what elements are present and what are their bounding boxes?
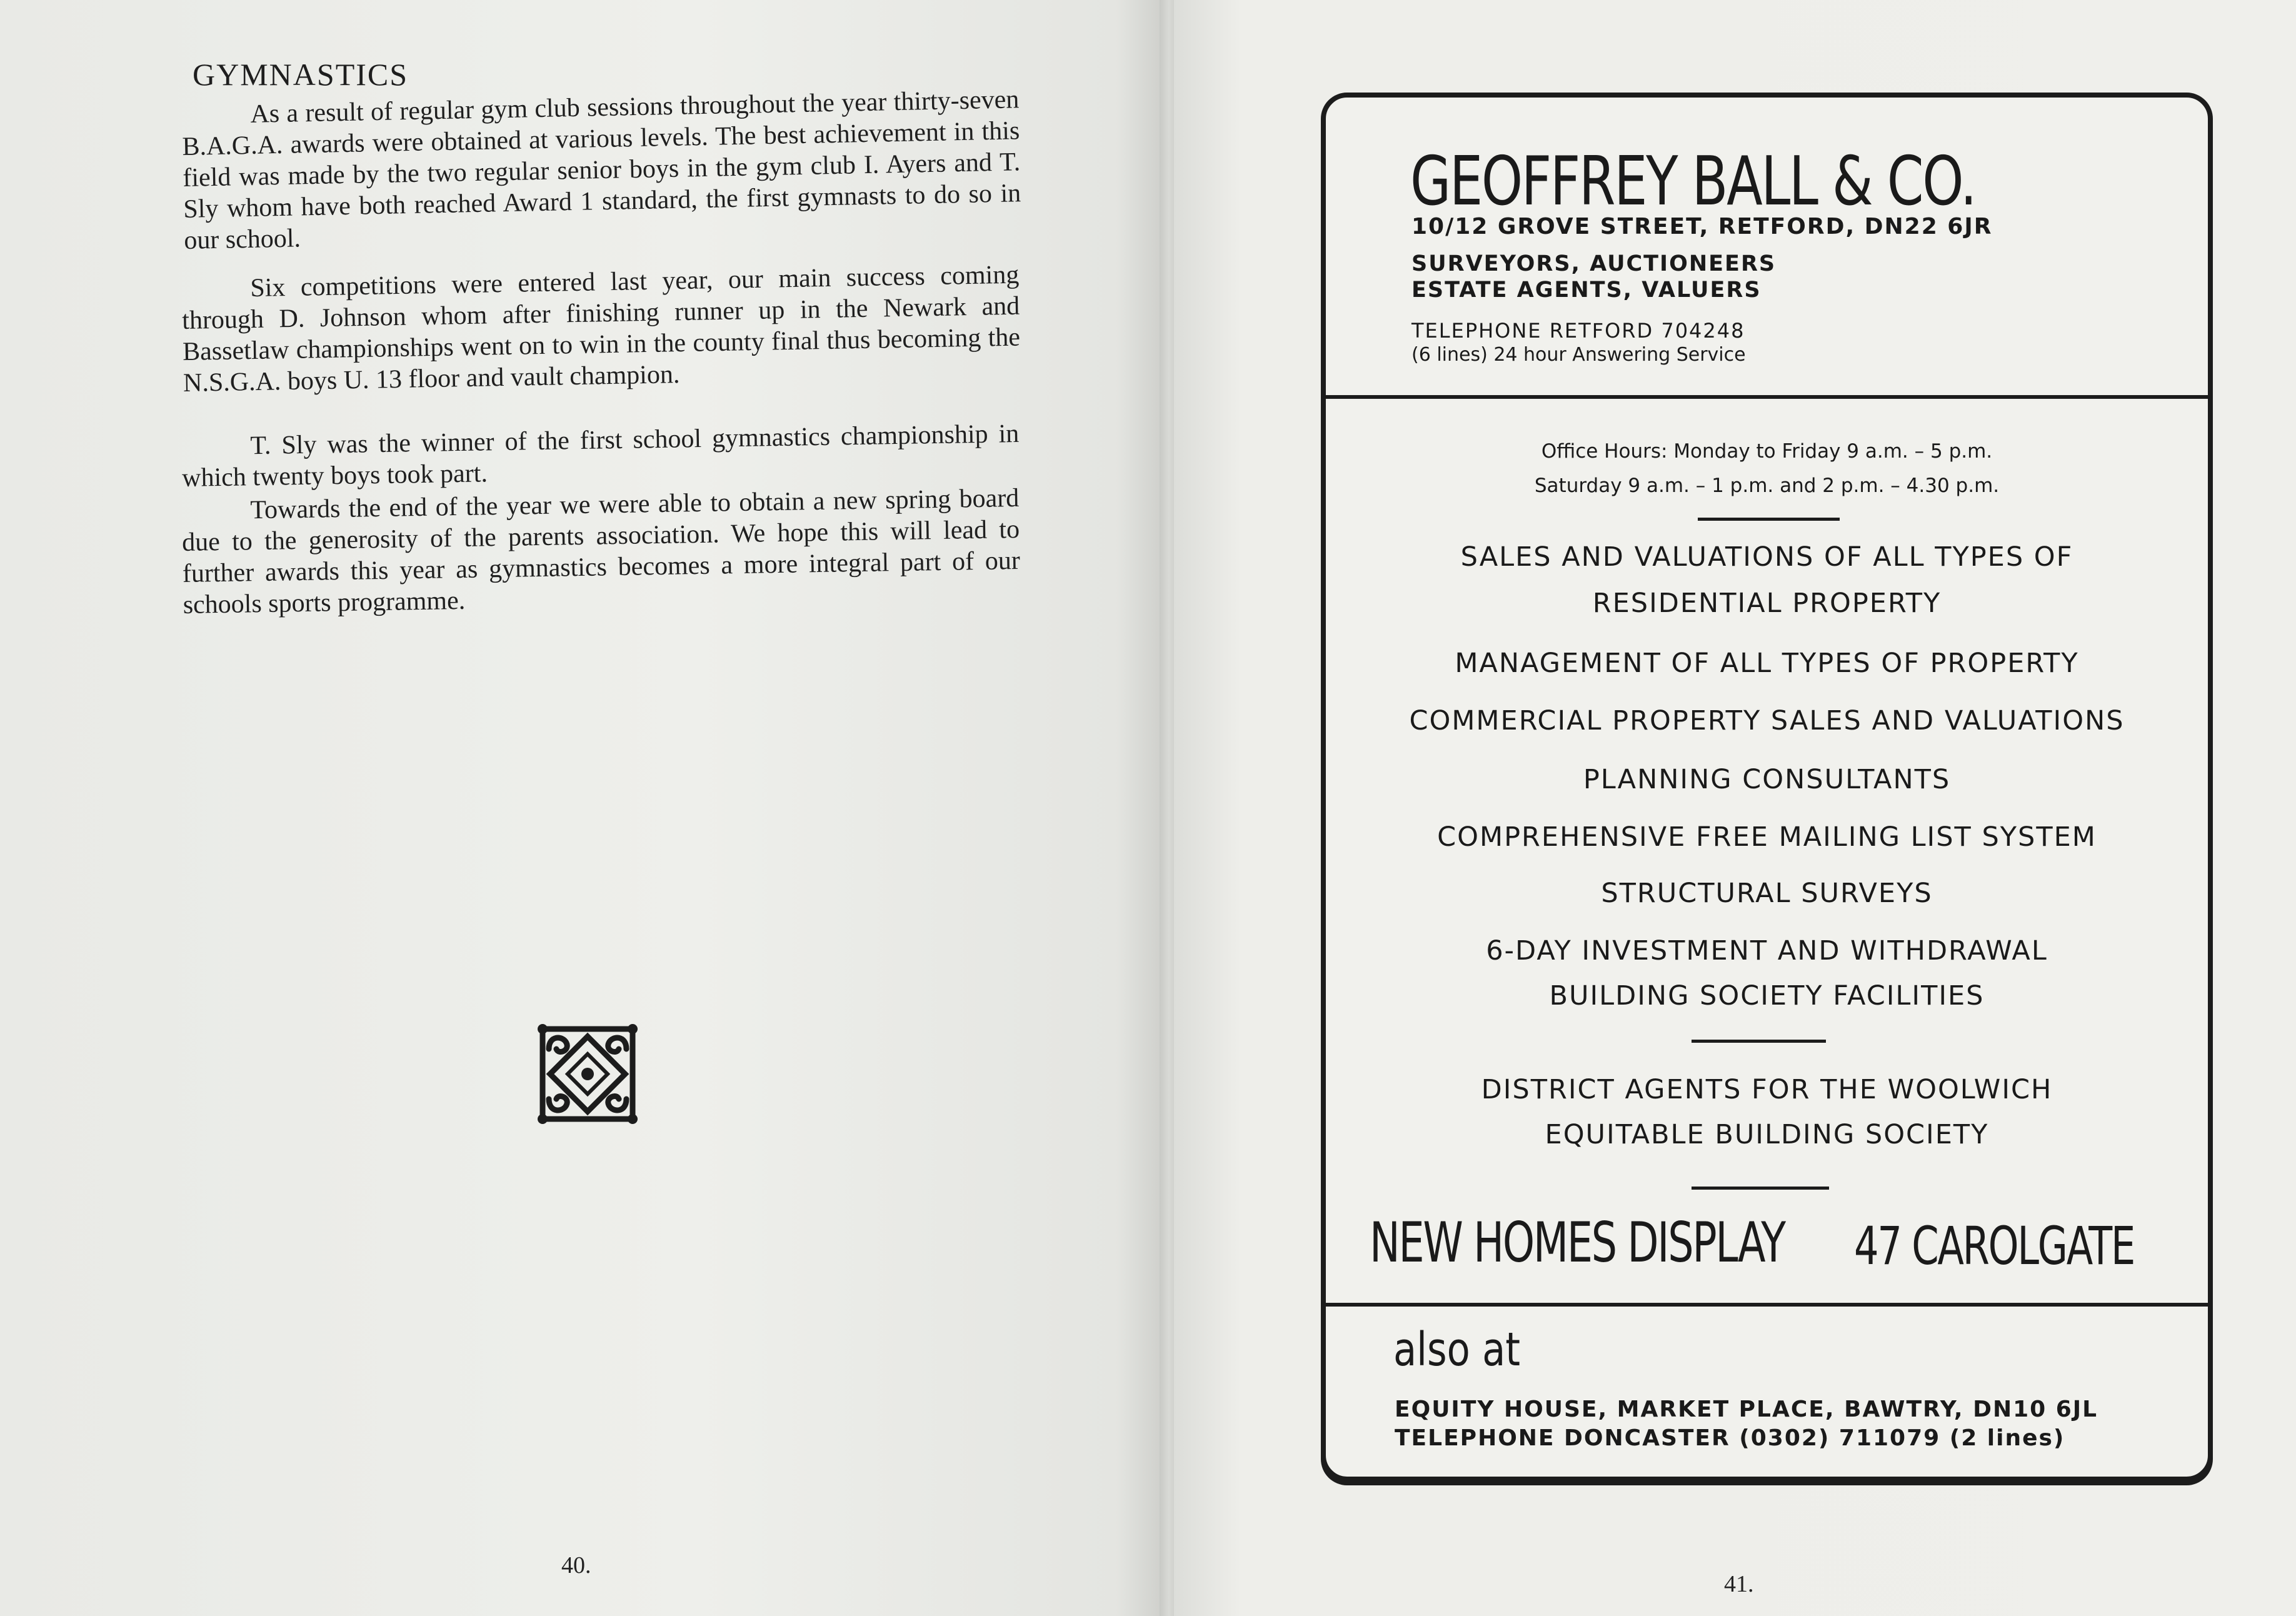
paragraph-text: Six competitions were entered last year, our main success coming through D. Johnson whom after finishing runner up in the Newark and Bassetlaw championships went on to win in the county final thus becoming the N.S.G.A. boys U. 13 floor and vault champion. [181,260,1021,398]
page-number: 41. [1724,1571,1754,1597]
paragraph-text: T. Sly was the winner of the first school gymnastics championship in which twenty boys took part. [181,419,1020,493]
service-line: MANAGEMENT OF ALL TYPES OF PROPERTY [1455,648,2079,679]
paragraph-1 [181,84,1022,256]
also-at-label: also at [1393,1323,1521,1377]
firm-name: GEOFFREY BALL & CO. [1410,143,1976,221]
service-line: COMMERCIAL PROPERTY SALES AND VALUATIONS [1409,705,2125,736]
paragraph-4 [181,483,1021,621]
service-line: COMPREHENSIVE FREE MAILING LIST SYSTEM [1437,821,2097,853]
service-line: SALES AND VALUATIONS OF ALL TYPES OF [1460,541,2073,573]
telephone-line: TELEPHONE RETFORD 704248 [1411,319,1745,343]
divider [1326,395,2208,399]
paragraph-text: As a result of regular gym club sessions throughout the year thirty-seven B.A.G.A. awards were obtained at various levels. The best achievement in this field was made by the two regular senior boys in the gym club I. Ayers and T. Sly whom have both reached Award 1 standard, the first gymnasts to do so in our school. [181,85,1021,255]
office-hours-saturday: Saturday 9 a.m. – 1 p.m. and 2 p.m. – 4.30 p.m. [1534,474,2000,497]
service-line: 6-DAY INVESTMENT AND WITHDRAWAL [1486,935,2048,966]
short-divider [1692,1187,1829,1190]
page-number: 40. [561,1552,591,1578]
advertisement [1321,93,2213,1482]
paragraph-2 [181,259,1021,399]
short-divider [1692,1040,1826,1043]
branch-telephone: TELEPHONE DONCASTER (0302) 711079 (2 lines) [1395,1425,2065,1451]
professions-line-1: SURVEYORS, AUCTIONEERS [1411,251,1777,276]
new-homes-display-address: 47 CAROLGATE [1854,1215,2135,1277]
service-line: STRUCTURAL SURVEYS [1601,878,1933,909]
firm-address: 10/12 GROVE STREET, RETFORD, DN22 6JR [1411,214,1993,239]
paragraph-text: Towards the end of the year we were able to obtain a new spring board due to the generosity of the parents association. We hope this will lead to further awards this year as gymnastics becomes a more integral part of our schools sports programme. [181,483,1021,620]
decorative-ornament-icon [531,1018,644,1130]
agents-line-2: EQUITABLE BUILDING SOCIETY [1545,1119,1989,1150]
branch-address: EQUITY HOUSE, MARKET PLACE, BAWTRY, DN10 6JL [1395,1397,2098,1422]
professions-line-2: ESTATE AGENTS, VALUERS [1411,278,1762,303]
service-line: RESIDENTIAL PROPERTY [1592,588,1942,619]
page-heading: GYMNASTICS [193,57,409,92]
new-homes-display-label: NEW HOMES DISPLAY [1370,1210,1785,1275]
service-line: BUILDING SOCIETY FACILITIES [1549,980,1985,1011]
divider [1326,1303,2208,1307]
agents-line-1: DISTRICT AGENTS FOR THE WOOLWICH [1481,1074,2053,1105]
paragraph-3 [181,418,1020,494]
short-divider [1698,518,1840,521]
telephone-note: (6 lines) 24 hour Answering Service [1411,344,1746,366]
office-hours-weekday: Office Hours: Monday to Friday 9 a.m. – 5 p.m. [1541,440,1993,463]
service-line: PLANNING CONSULTANTS [1583,764,1951,795]
